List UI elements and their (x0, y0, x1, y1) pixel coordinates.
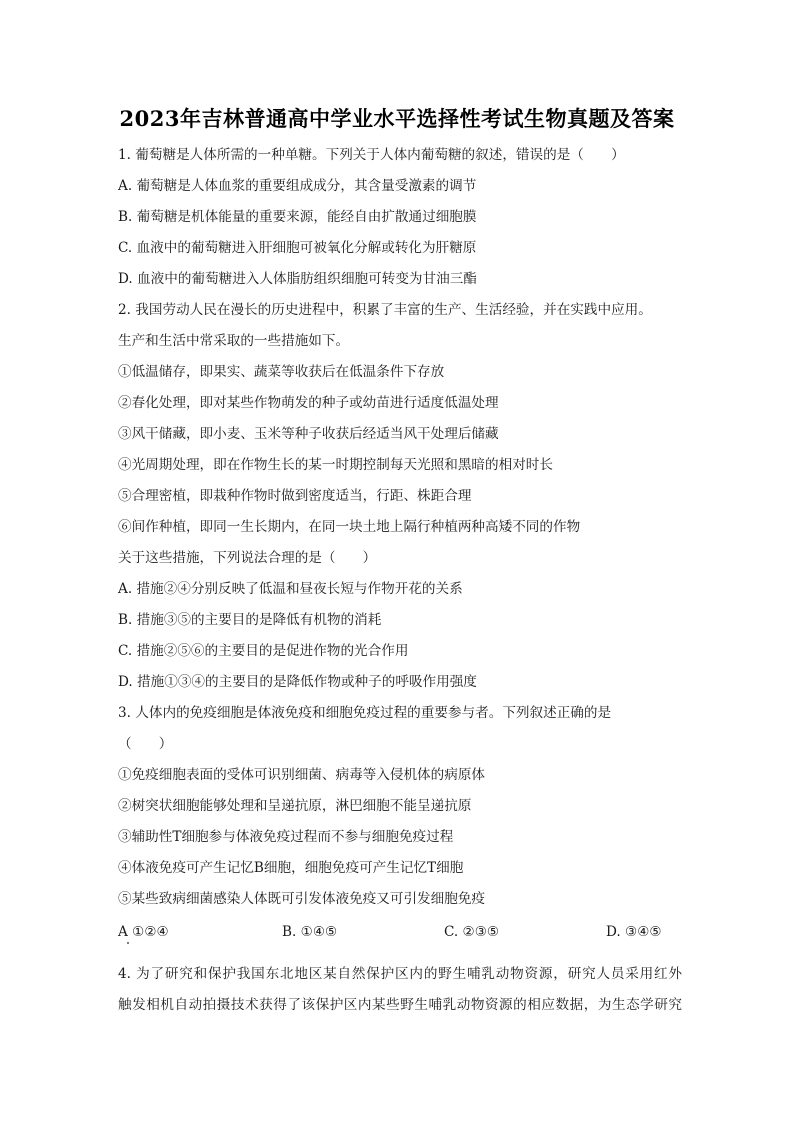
q3-option-b: B. ①④⑤ (282, 924, 338, 940)
q3-stem: 3. 人体内的免疫细胞是体液免疫和细胞免疫过程的重要参与者。下列叙述正确的是 (118, 705, 612, 721)
stray-dot-mark (127, 942, 129, 944)
q1-stem: 1. 葡萄糖是人体所需的一种单糖。下列关于人体内葡萄糖的叙述，错误的是（ ） (118, 147, 625, 163)
q2-stem-line1: 2. 我国劳动人民在漫长的历史进程中，积累了丰富的生产、生活经验，并在实践中应用。 (118, 302, 652, 318)
q3-option-a: A ①②④ (118, 924, 169, 940)
q1-option-c: C. 血液中的葡萄糖进入肝细胞可被氧化分解或转化为肝糖原 (118, 240, 477, 256)
q3-answer-paren: （ ） (118, 736, 173, 752)
q3-item-4: ④体液免疫可产生记忆B细胞，细胞免疫可产生记忆T细胞 (118, 860, 464, 876)
q2-item-3: ③风干储藏，即小麦、玉米等种子收获后经适当风干处理后储藏 (118, 426, 499, 442)
q2-item-1: ①低温储存，即果实、蔬菜等收获后在低温条件下存放 (118, 364, 445, 380)
q2-option-b: B. 措施③⑤的主要目的是降低有机物的消耗 (118, 612, 382, 628)
q2-item-2: ②春化处理，即对某些作物萌发的种子或幼苗进行适度低温处理 (118, 395, 499, 411)
q1-option-b: B. 葡萄糖是机体能量的重要来源，能经自由扩散通过细胞膜 (118, 209, 477, 225)
q3-option-c: C. ②③⑤ (444, 924, 500, 940)
q2-item-6: ⑥间作种植，即同一生长期内，在同一块土地上隔行种植两种高矮不同的作物 (118, 519, 581, 535)
q2-question: 关于这些措施，下列说法合理的是（ ） (118, 550, 377, 566)
q3-item-2: ②树突状细胞能够处理和呈递抗原，淋巴细胞不能呈递抗原 (118, 798, 472, 814)
q2-option-c: C. 措施②⑤⑥的主要目的是促进作物的光合作用 (118, 643, 409, 659)
q3-option-d: D. ③④⑤ (606, 924, 662, 940)
q1-option-d: D. 血液中的葡萄糖进入人体脂肪组织细胞可转变为甘油三酯 (118, 271, 477, 287)
page-title: 2023年吉林普通高中学业水平选择性考试生物真题及答案 (119, 106, 675, 131)
q2-item-5: ⑤合理密植，即栽种作物时做到密度适当，行距、株距合理 (118, 488, 472, 504)
q4-stem-line2: 触发相机自动拍摄技术获得了该保护区内某些野生哺乳动物资源的相应数据，为生态学研究 (118, 997, 682, 1013)
q3-item-1: ①免疫细胞表面的受体可识别细菌、病毒等入侵机体的病原体 (118, 767, 486, 783)
q2-stem-line2: 生产和生活中常采取的一些措施如下。 (118, 333, 350, 349)
q2-item-4: ④光周期处理，即在作物生长的某一时期控制每天光照和黑暗的相对时长 (118, 457, 553, 473)
q2-option-a: A. 措施②④分别反映了低温和昼夜长短与作物开花的关系 (118, 581, 463, 597)
q1-option-a: A. 葡萄糖是人体血浆的重要组成成分，其含量受激素的调节 (118, 178, 477, 194)
q3-item-3: ③辅助性T细胞参与体液免疫过程而不参与细胞免疫过程 (118, 829, 454, 845)
q4-stem-line1: 4. 为了研究和保护我国东北地区某自然保护区内的野生哺乳动物资源，研究人员采用红外 (118, 966, 682, 982)
q3-item-5: ⑤某些致病细菌感染人体既可引发体液免疫又可引发细胞免疫 (118, 891, 486, 907)
q2-option-d: D. 措施①③④的主要目的是降低作物或种子的呼吸作用强度 (118, 674, 477, 690)
